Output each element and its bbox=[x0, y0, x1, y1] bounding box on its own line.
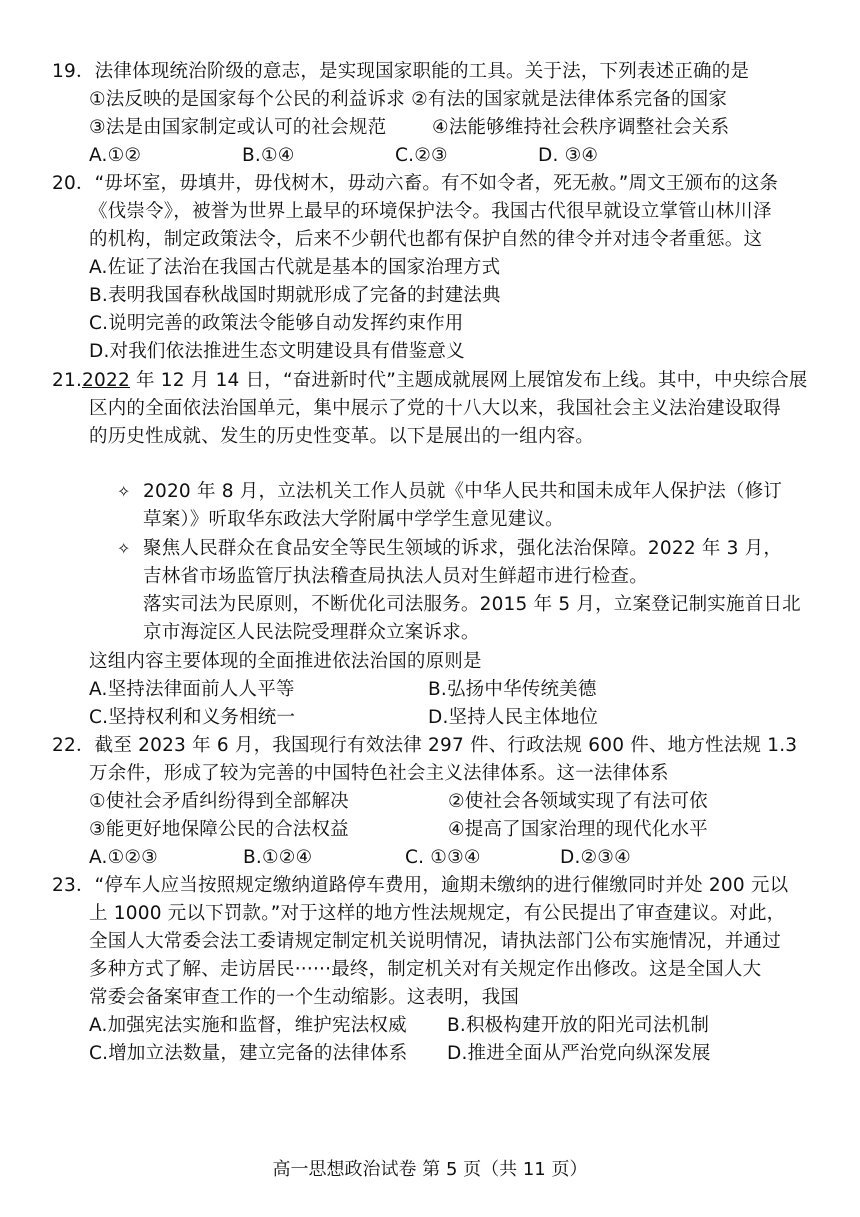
stem-text: 年 12 月 14 日，“奋进新时代”主题成就展网上展馆发布上线。其中，中央综合展 bbox=[129, 370, 808, 391]
statement-4: ④法能够维持社会秩序调整社会关系 bbox=[432, 117, 730, 138]
exhibit-text: 2020 年 8 月，立法机关工作人员就《中华人民共和国未成年人保护法（修订 bbox=[143, 481, 783, 502]
choice-c: C.坚持权利和义务相统一 bbox=[89, 707, 296, 728]
question-stem bbox=[52, 367, 807, 395]
stem-text: 的历史性成就、发生的历史性变革。以下是展出的一组内容。 bbox=[89, 426, 594, 447]
stem-text: 上 1000 元以下罚款。”对于这样的地方性法规规定，有公民提出了审查建议。对此， bbox=[89, 903, 786, 924]
choice-a: A.①②③ bbox=[89, 847, 158, 868]
exhibit-text: 吉林省市场监管厅执法稽查局执法人员对生鲜超市进行检查。 bbox=[143, 566, 648, 587]
choice-c: C.说明完善的政策法令能够自动发挥约束作用 bbox=[89, 313, 464, 334]
choice-b: B.表明我国春秋战国时期就形成了完备的封建法典 bbox=[89, 285, 501, 306]
stem-text: 万余件，形成了较为完善的中国特色社会主义法律体系。这一法律体系 bbox=[89, 763, 669, 784]
question-stem bbox=[52, 732, 797, 760]
stem-text: 《伐崇令》，被誉为世界上最早的环境保护法令。我国古代很早就设立掌管山林川泽 bbox=[89, 201, 772, 222]
option-row bbox=[432, 114, 729, 142]
page-footer: 高一思想政治试卷 第 5 页（共 11 页） bbox=[272, 1159, 588, 1180]
diamond-bullet-icon: ✧ bbox=[117, 482, 131, 501]
choice-c: C.增加立法数量，建立完备的法律体系 bbox=[89, 1043, 408, 1064]
stem-text: 全国人大常委会法工委请规定制定机关说明情况，请执法部门公布实施情况，并通过 bbox=[89, 931, 781, 952]
choice-d: D. ③④ bbox=[538, 145, 599, 166]
choice-b: B.积极构建开放的阳光司法机制 bbox=[447, 1015, 710, 1036]
choice-c: C.②③ bbox=[395, 145, 448, 166]
diamond-bullet-icon: ✧ bbox=[117, 539, 131, 558]
choice-d: D.坚持人民主体地位 bbox=[428, 707, 599, 728]
choice-b: B.①②④ bbox=[243, 847, 313, 868]
choice-d: D.对我们依法推进生态文明建设具有借鉴意义 bbox=[89, 341, 465, 362]
stem-text: ．截至 2023 年 6 月，我国现行有效法律 297 件、行政法规 600 件、地方性法规 1.3 bbox=[75, 735, 798, 756]
question-number: 20 bbox=[52, 173, 76, 194]
exhibit-text: 京市海淀区人民法院受理群众立案诉求。 bbox=[143, 622, 480, 643]
question-number: 23 bbox=[52, 875, 76, 896]
stem-question: 这组内容主要体现的全面推进依法治国的原则是 bbox=[89, 651, 482, 672]
stem-text: ．法律体现统治阶级的意志，是实现国家职能的工具。关于法，下列表述正确的是 bbox=[75, 61, 750, 82]
statement-1: ①法反映的是国家每个公民的利益诉求 bbox=[89, 89, 405, 110]
choice-a: A.坚持法律面前人人平等 bbox=[89, 679, 295, 700]
choice-d: D.②③④ bbox=[560, 847, 631, 868]
exhibit-text: 草案）》听取华东政法大学附属中学学生意见建议。 bbox=[143, 509, 564, 530]
statement-1: ①使社会矛盾纠纷得到全部解决 bbox=[89, 791, 349, 812]
stem-text: 的机构，制定政策法令，后来不少朝代也都有保护自然的律令并对违令者重惩。这 bbox=[89, 229, 763, 250]
choice-a: A.佐证了法治在我国古代就是基本的国家治理方式 bbox=[89, 257, 501, 278]
question-stem bbox=[52, 872, 788, 900]
statement-2: ②使社会各领域实现了有法可依 bbox=[448, 791, 708, 812]
exhibit-item-1 bbox=[117, 478, 782, 506]
question-number: 21. bbox=[52, 370, 83, 391]
statement-3: ③能更好地保障公民的合法权益 bbox=[89, 819, 349, 840]
statement-4: ④提高了国家治理的现代化水平 bbox=[448, 819, 708, 840]
option-row bbox=[89, 86, 727, 114]
option-row bbox=[89, 114, 386, 142]
stem-year: 2022 bbox=[82, 370, 130, 391]
stem-text: 常委会备案审查工作的一个生动缩影。这表明，我国 bbox=[89, 987, 520, 1008]
choice-b: B.①④ bbox=[242, 145, 295, 166]
stem-text: 多种方式了解、走访居民······最终，制定机关对有关规定作出修改。这是全国人大 bbox=[89, 959, 762, 980]
choice-a: A.①② bbox=[89, 145, 142, 166]
stem-text: ．“停车人应当按照规定缴纳道路停车费用，逾期未缴纳的进行催缴同时并处 200 元以 bbox=[75, 875, 789, 896]
exhibit-item-3: 落实司法为民原则，不断优化司法服务。2015 年 5 月，立案登记制实施首日北 bbox=[143, 594, 801, 615]
question-stem bbox=[52, 58, 749, 86]
question-number: 19 bbox=[52, 61, 76, 82]
choice-a: A.加强宪法实施和监督，维护宪法权威 bbox=[89, 1015, 407, 1036]
choice-d: D.推进全面从严治党向纵深发展 bbox=[447, 1043, 711, 1064]
statement-3: ③法是由国家制定或认可的社会规范 bbox=[89, 117, 387, 138]
stem-text: ．“毋坏室，毋填井，毋伐树木，毋动六畜。有不如令者，死无赦。”周文王颁布的这条 bbox=[75, 173, 779, 194]
choice-c: C. ①③④ bbox=[405, 847, 481, 868]
question-stem bbox=[52, 170, 778, 198]
exhibit-item-2 bbox=[117, 535, 782, 563]
question-number: 22 bbox=[52, 735, 76, 756]
stem-text: 区内的全面依法治国单元，集中展示了党的十八大以来，我国社会主义法治建设取得 bbox=[89, 398, 781, 419]
choice-b: B.弘扬中华传统美德 bbox=[428, 679, 597, 700]
statement-2: ②有法的国家就是法律体系完备的国家 bbox=[411, 89, 728, 110]
exhibit-text: 聚焦人民群众在食品安全等民生领域的诉求，强化法治保障。2022 年 3 月， bbox=[143, 538, 783, 559]
